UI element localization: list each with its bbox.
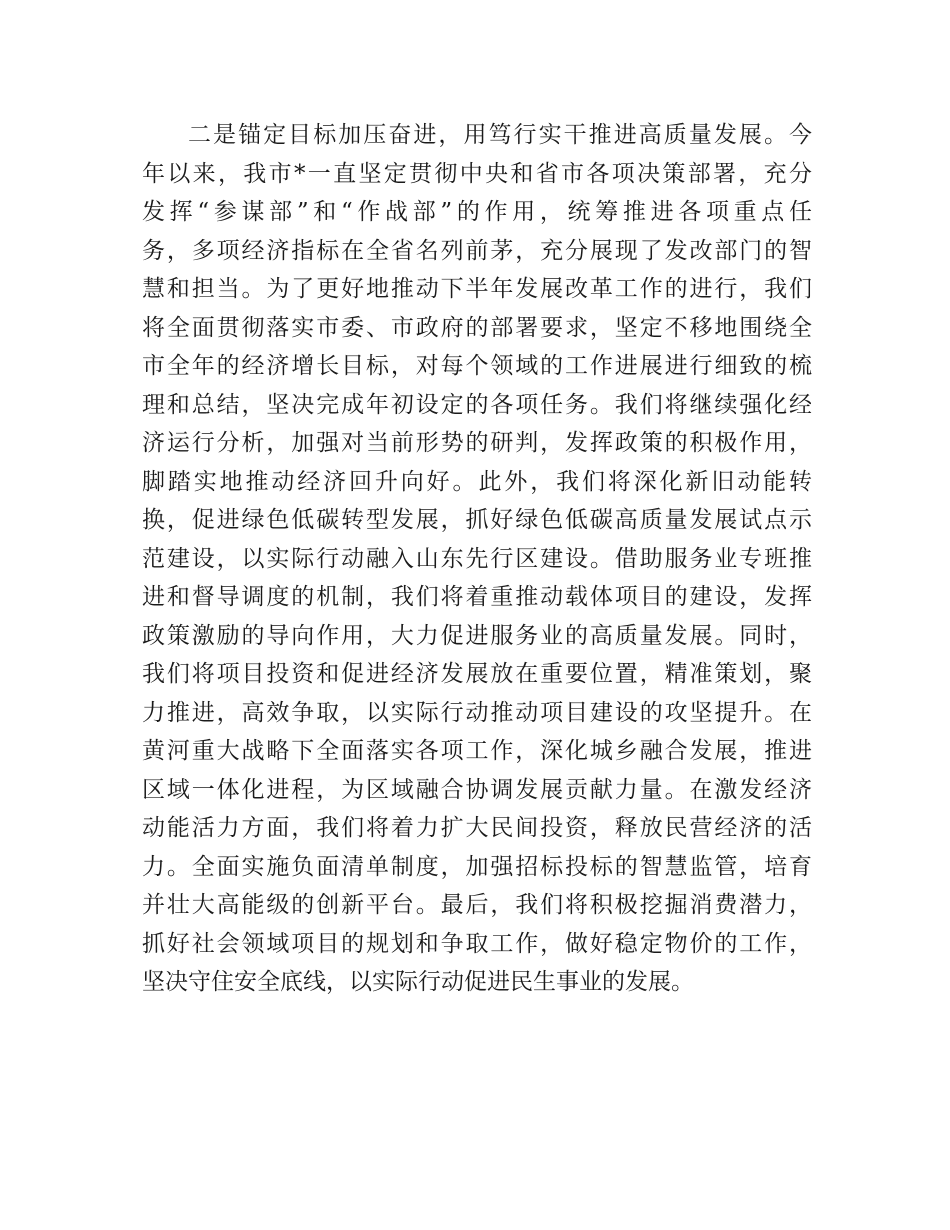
paragraph-line: 并壮大高能级的创新平台。最后，我们将积极挖掘消费潜力， bbox=[142, 892, 812, 918]
paragraph-line: 发挥“参谋部”和“作战部”的作用，统筹推进各项重点任 bbox=[142, 199, 812, 225]
paragraph-line: 我们将项目投资和促进经济发展放在重要位置，精准策划，聚 bbox=[142, 661, 812, 687]
paragraph-line: 将全面贯彻落实市委、市政府的部署要求，坚定不移地围绕全 bbox=[142, 314, 812, 341]
body-paragraph bbox=[142, 116, 812, 1002]
paragraph-line: 济运行分析，加强对当前形势的研判，发挥政策的积极作用， bbox=[142, 430, 812, 456]
paragraph-line: 脚踏实地推动经济回升向好。此外，我们将深化新旧动能转 bbox=[142, 468, 812, 495]
paragraph-line: 市全年的经济增长目标，对每个领域的工作进展进行细致的梳 bbox=[142, 353, 812, 379]
paragraph-line: 力推进，高效争取，以实际行动推动项目建设的攻坚提升。在 bbox=[142, 699, 812, 726]
paragraph-line: 换，促进绿色低碳转型发展，抓好绿色低碳高质量发展试点示 bbox=[142, 507, 812, 533]
paragraph-line: 黄河重大战略下全面落实各项工作，深化城乡融合发展，推进 bbox=[142, 738, 812, 764]
paragraph-line: 区域一体化进程，为区域融合协调发展贡献力量。在激发经济 bbox=[142, 776, 812, 803]
paragraph-line: 力。全面实施负面清单制度，加强招标投标的智慧监管，培育 bbox=[142, 853, 812, 880]
paragraph-line: 抓好社会领域项目的规划和争取工作，做好稳定物价的工作， bbox=[142, 930, 812, 957]
paragraph-line: 二是锚定目标加压奋进，用笃行实干推进高质量发展。今 bbox=[188, 122, 812, 148]
paragraph-line: 务，多项经济指标在全省名列前茅，充分展现了发改部门的智 bbox=[142, 237, 812, 264]
paragraph-line: 范建设，以实际行动融入山东先行区建设。借助服务业专班推 bbox=[142, 545, 812, 572]
paragraph-line: 理和总结，坚决完成年初设定的各项任务。我们将继续强化经 bbox=[142, 391, 812, 418]
paragraph-line: 年以来，我市*一直坚定贯彻中央和省市各项决策部署，充分 bbox=[142, 160, 812, 187]
paragraph-line: 慧和担当。为了更好地推动下半年发展改革工作的进行，我们 bbox=[142, 276, 812, 302]
paragraph-line: 政策激励的导向作用，大力促进服务业的高质量发展。同时， bbox=[142, 622, 812, 649]
paragraph-line: 坚决守住安全底线，以实际行动促进民生事业的发展。 bbox=[142, 969, 694, 995]
paragraph-line: 动能活力方面，我们将着力扩大民间投资，释放民营经济的活 bbox=[142, 815, 812, 841]
paragraph-line: 进和督导调度的机制，我们将着重推动载体项目的建设，发挥 bbox=[142, 584, 812, 610]
